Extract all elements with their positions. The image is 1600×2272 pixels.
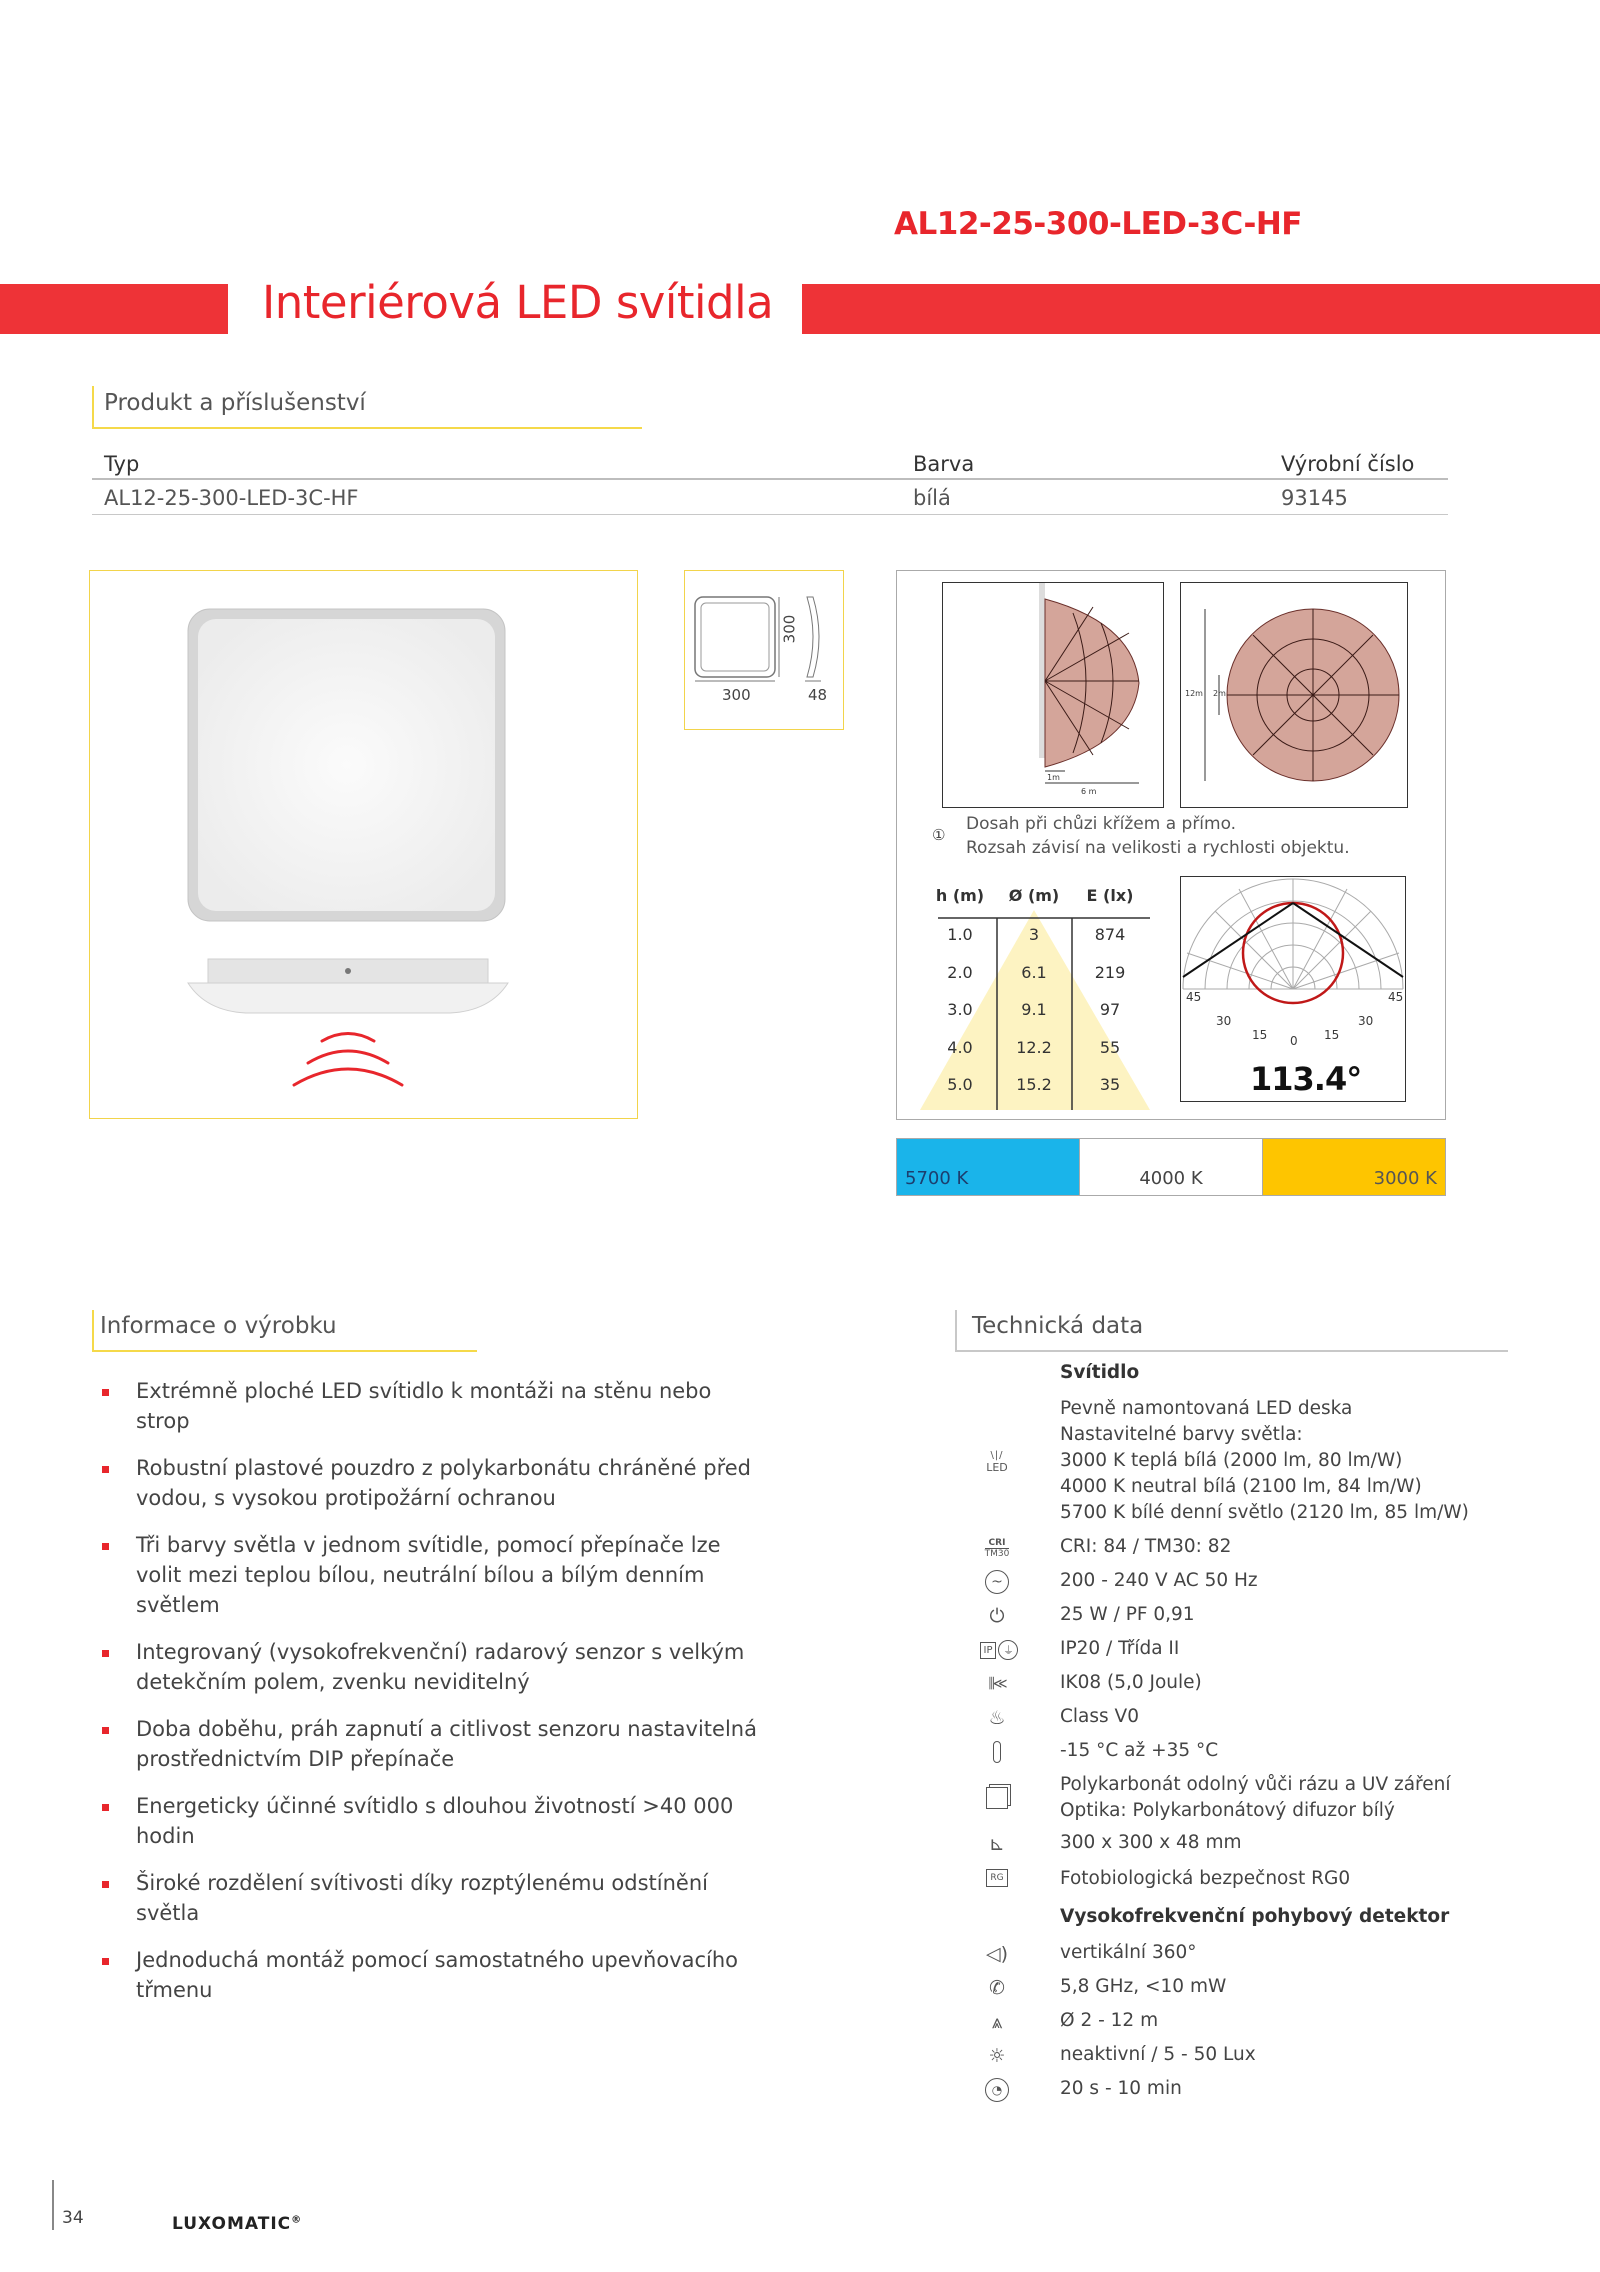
col-color: Barva bbox=[913, 452, 975, 476]
dimension-drawing-box bbox=[684, 570, 844, 730]
photometric-cell: 35 bbox=[1099, 1075, 1121, 1094]
photometric-cell: 6.1 bbox=[1021, 962, 1047, 982]
led-icon: \|/ LED bbox=[986, 1450, 1008, 1474]
material-line: Optika: Polykarbonátový difuzor bílý bbox=[1060, 1800, 1395, 1821]
cell-product-number: 93145 bbox=[1281, 486, 1348, 510]
photometric-cell: 3.0 bbox=[947, 1000, 973, 1019]
section-underline bbox=[92, 1350, 477, 1352]
fire-icon: ♨ bbox=[988, 1707, 1006, 1729]
vertical-360-icon: ◁) bbox=[985, 1943, 1009, 1965]
note-line-1: Dosah při chůzi křížem a přímo. bbox=[966, 814, 1237, 834]
led-line: Nastavitelné barvy světla: bbox=[1060, 1424, 1303, 1445]
list-item: Extrémně ploché LED svítidlo k montáži na stěnu nebo strop bbox=[98, 1376, 758, 1436]
list-item: Široké rozdělení svítivosti díky rozptýlenému odstínění světla bbox=[98, 1868, 758, 1928]
list-item: Doba doběhu, práh zapnutí a citlivost senzoru nastavitelná prostřednictvím DIP přepínače bbox=[98, 1714, 758, 1774]
list-item: Integrovaný (vysokofrekvenční) radarový senzor s velkým detekčním polem, zvenku neviditelný bbox=[98, 1637, 758, 1697]
detector-value: 20 s - 10 min bbox=[1060, 2078, 1182, 2099]
photobiological-icon: RG bbox=[980, 1864, 1014, 1892]
voltage-value: 200 - 240 V AC 50 Hz bbox=[1060, 1570, 1258, 1591]
label-12m: 12m bbox=[1185, 689, 1203, 698]
cell-type: AL12-25-300-LED-3C-HF bbox=[104, 486, 359, 510]
brand-logo: LUXOMATIC® bbox=[172, 2214, 303, 2234]
cct-4000: 4000 K bbox=[1079, 1139, 1263, 1195]
fire-value: Class V0 bbox=[1060, 1706, 1139, 1727]
polar-angle-15-left: 15 bbox=[1252, 1028, 1268, 1042]
photometric-header: E (lx) bbox=[1086, 886, 1134, 905]
thermometer-icon bbox=[980, 1738, 1014, 1766]
photometric-cell: 1.0 bbox=[947, 925, 973, 944]
photometric-cell: 55 bbox=[1099, 1037, 1121, 1057]
photometric-cell: 3 bbox=[1028, 925, 1040, 944]
clock-icon: ◔ bbox=[980, 2076, 1014, 2104]
col-type: Typ bbox=[104, 452, 140, 476]
product-section-title: Produkt a příslušenství bbox=[104, 390, 366, 416]
detector-value: neaktivní / 5 - 50 Lux bbox=[1060, 2044, 1256, 2065]
label-6m: 6 m bbox=[1081, 787, 1097, 796]
photometric-cell: 874 bbox=[1094, 925, 1126, 944]
label-1m: 1m bbox=[1047, 773, 1060, 782]
polar-angle-45-right: 45 bbox=[1388, 990, 1404, 1004]
polar-angle-15-right: 15 bbox=[1324, 1028, 1340, 1042]
detector-value: 5,8 GHz, <10 mW bbox=[1060, 1976, 1227, 1997]
section-underline bbox=[92, 427, 642, 429]
luminaire-heading: Svítidlo bbox=[1060, 1362, 1140, 1383]
dim-width: 300 bbox=[722, 686, 751, 704]
cri-value: CRI: 84 / TM30: 82 bbox=[1060, 1536, 1232, 1557]
title-band-right bbox=[802, 284, 1600, 334]
led-line: Pevně namontovaná LED deska bbox=[1060, 1398, 1353, 1419]
dimensions-icon: ⊾ bbox=[989, 1833, 1005, 1855]
photometric-cell: 12.2 bbox=[1016, 1037, 1052, 1057]
led-line: 3000 K teplá bílá (2000 lm, 80 lm/W) bbox=[1060, 1450, 1403, 1471]
page-title: Interiérová LED svítidla bbox=[262, 276, 774, 329]
section-accent bbox=[92, 1310, 94, 1352]
color-temperature-bar bbox=[896, 1138, 1446, 1196]
photobio-value: Fotobiologická bezpečnost RG0 bbox=[1060, 1868, 1351, 1889]
photometric-cell: 4.0 bbox=[947, 1037, 973, 1057]
detector-value: vertikální 360° bbox=[1060, 1942, 1197, 1963]
section-accent bbox=[955, 1310, 957, 1352]
page-number: 34 bbox=[62, 2208, 84, 2228]
photometric-cell: 5.0 bbox=[947, 1075, 973, 1094]
material-line: Polykarbonát odolný vůči rázu a UV záření bbox=[1060, 1774, 1451, 1795]
ac-voltage-icon: ~ bbox=[980, 1568, 1014, 1596]
section-underline bbox=[955, 1350, 1508, 1352]
cri-icon: CRI TM30 bbox=[984, 1537, 1010, 1559]
cct-3000: 3000 K bbox=[1263, 1139, 1445, 1195]
power-value: 25 W / PF 0,91 bbox=[1060, 1604, 1195, 1625]
lux-icon: ☼ bbox=[988, 2045, 1006, 2067]
impact-icon: ⫼≪ bbox=[988, 1676, 1006, 1692]
dim-height: 300 bbox=[780, 614, 799, 644]
label-2m: 2m bbox=[1213, 689, 1226, 698]
detector-value: Ø 2 - 12 m bbox=[1060, 2010, 1159, 2031]
photometric-cell: 97 bbox=[1099, 1000, 1121, 1019]
frequency-icon: ✆ bbox=[989, 1977, 1005, 1999]
photometric-cell: 219 bbox=[1094, 962, 1126, 982]
feature-list bbox=[98, 1376, 758, 2022]
polar-angle-30-left: 30 bbox=[1216, 1014, 1232, 1028]
beam-angle: 113.4° bbox=[1250, 1060, 1362, 1098]
led-line: 5700 K bílé denní světlo (2120 lm, 85 lm/W) bbox=[1060, 1502, 1469, 1523]
power-icon: ⏻ bbox=[989, 1605, 1005, 1627]
section-accent bbox=[92, 386, 94, 428]
col-product-number: Výrobní číslo bbox=[1281, 452, 1415, 476]
material-icon bbox=[980, 1784, 1014, 1812]
photometric-header: h (m) bbox=[935, 886, 985, 905]
ip-class-icon: IP ⏚ bbox=[976, 1636, 1022, 1664]
dim-depth: 48 bbox=[808, 686, 828, 704]
list-item: Robustní plastové pouzdro z polykarbonátu chráněné před vodou, s vysokou protipožární ochranou bbox=[98, 1453, 758, 1513]
cct-5700: 5700 K bbox=[897, 1139, 1079, 1195]
model-code: AL12-25-300-LED-3C-HF bbox=[894, 206, 1302, 242]
ip-value: IP20 / Třída II bbox=[1060, 1638, 1180, 1659]
polar-angle-30-right: 30 bbox=[1358, 1014, 1374, 1028]
photometric-cell: 15.2 bbox=[1016, 1075, 1052, 1094]
product-image-box bbox=[89, 570, 638, 1119]
detector-heading: Vysokofrekvenční pohybový detektor bbox=[1060, 1906, 1450, 1927]
temperature-value: -15 °C až +35 °C bbox=[1060, 1740, 1219, 1761]
dimension-drawing bbox=[685, 571, 845, 731]
list-item: Jednoduchá montáž pomocí samostatného upevňovacího třmenu bbox=[98, 1945, 758, 2005]
photometric-cell: 2.0 bbox=[947, 962, 973, 982]
led-line: 4000 K neutral bílá (2100 lm, 84 lm/W) bbox=[1060, 1476, 1422, 1497]
detection-side-diagram bbox=[942, 582, 1164, 808]
tech-section-title: Technická data bbox=[972, 1313, 1144, 1339]
detection-top-diagram bbox=[1180, 582, 1408, 808]
polar-angle-0: 0 bbox=[1290, 1034, 1298, 1048]
photometric-cell: 9.1 bbox=[1021, 1000, 1047, 1019]
table-row-rule bbox=[92, 514, 1448, 515]
range-icon: ⩓ bbox=[991, 2011, 1003, 2033]
title-band-left bbox=[0, 284, 228, 334]
polar-angle-45-left: 45 bbox=[1186, 990, 1202, 1004]
dimensions-value: 300 x 300 x 48 mm bbox=[1060, 1832, 1242, 1853]
cell-color: bílá bbox=[913, 486, 951, 510]
product-illustration bbox=[90, 571, 639, 1120]
table-header-rule bbox=[92, 478, 1448, 480]
info-section-title: Informace o výrobku bbox=[100, 1313, 337, 1339]
list-item: Tři barvy světla v jednom svítidle, pomocí přepínače lze volit mezi teplou bílou, neutrální bílou a bílým denním světlem bbox=[98, 1530, 758, 1620]
ik-value: IK08 (5,0 Joule) bbox=[1060, 1672, 1202, 1693]
list-item: Energeticky účinné svítidlo s dlouhou životností >40 000 hodin bbox=[98, 1791, 758, 1851]
footer-rule bbox=[52, 2180, 54, 2230]
photometric-header: Ø (m) bbox=[1008, 886, 1060, 905]
note-line-2: Rozsah závisí na velikosti a rychlosti objektu. bbox=[966, 838, 1350, 858]
note-marker: ① bbox=[932, 826, 946, 844]
